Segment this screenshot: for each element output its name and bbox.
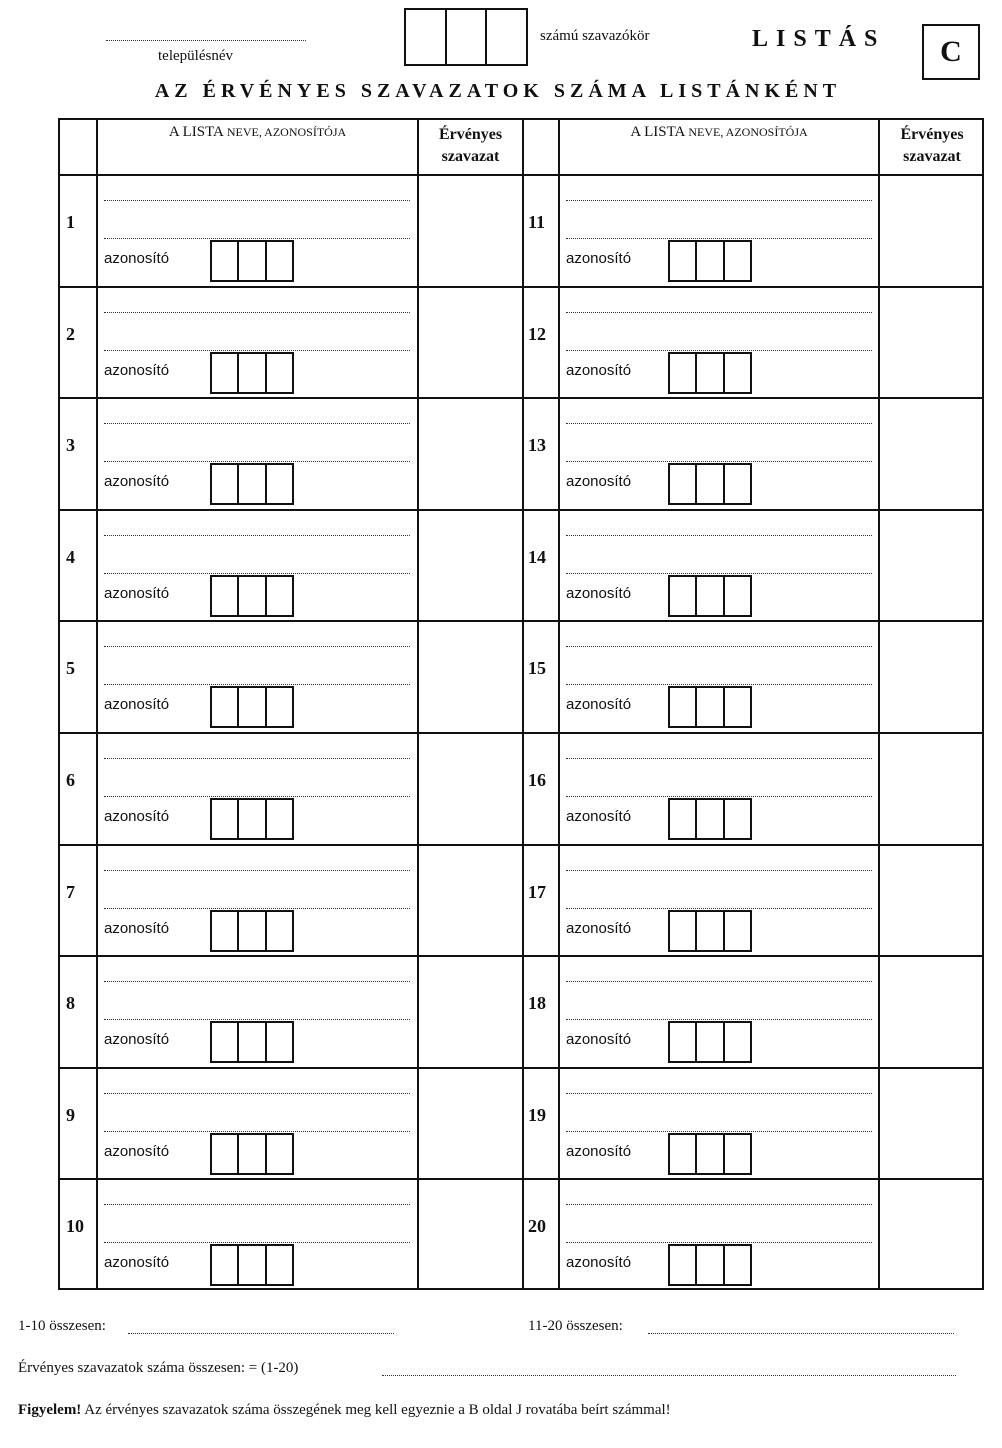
list-name-line-1[interactable] [104,200,410,201]
id-label: azonosító [104,1142,170,1160]
id-label: azonosító [104,696,170,714]
list-id-boxes[interactable] [210,798,294,840]
id-digit-box[interactable] [267,800,292,838]
list-name-line-2[interactable] [566,350,872,351]
id-digit-box[interactable] [670,1135,697,1173]
row-number-right: 12 [528,323,546,344]
list-name-line-1[interactable] [566,200,872,201]
row-divider [60,732,982,734]
header-divider [60,174,982,176]
id-label: azonosító [104,808,170,825]
id-digit-box[interactable] [239,688,266,726]
id-label: azonosító [566,808,632,825]
row-number-right: 11 [528,212,546,232]
list-id-boxes[interactable] [668,240,752,282]
list-name-line-2[interactable] [104,573,410,574]
id-label: azonosító [566,473,632,491]
precinct-digit-box[interactable] [447,10,488,64]
list-name-line-2[interactable] [104,238,410,239]
list-id-boxes[interactable] [210,352,294,394]
warning-note [18,1402,671,1419]
id-label: azonosító [104,361,170,379]
id-digit-box[interactable] [697,1023,724,1061]
id-digit-box[interactable] [239,1246,266,1284]
list-name-line-1[interactable] [104,870,410,871]
id-digit-box[interactable] [239,465,266,503]
header-list-name-left: A LISTA NEVE, AZONOSÍTÓJA [168,124,347,140]
id-digit-box[interactable] [697,465,724,503]
id-digit-box[interactable] [239,800,266,838]
list-name-line-1[interactable] [566,535,872,536]
list-name-line-2[interactable] [104,1131,410,1132]
list-id-boxes[interactable] [668,910,752,952]
id-label: azonosító [104,473,170,491]
list-name-line-2[interactable] [104,684,410,685]
list-id-boxes[interactable] [210,1021,294,1063]
list-name-line-1[interactable] [104,1204,410,1205]
row-divider [60,509,982,511]
id-digit-box[interactable] [725,688,750,726]
row-number-right: 15 [528,658,546,679]
list-name-line-2[interactable] [566,684,872,685]
list-name-line-2[interactable] [104,1019,410,1020]
list-id-boxes[interactable] [668,352,752,394]
id-digit-box[interactable] [670,800,697,838]
id-label: azonosító [566,1142,632,1160]
id-digit-box[interactable] [697,1135,724,1173]
list-name-line-1[interactable] [104,423,410,424]
list-id-boxes[interactable] [210,1244,294,1286]
sheet-type-title: LISTÁS [752,26,886,52]
precinct-number-boxes[interactable] [404,8,528,66]
list-name-line-2[interactable] [104,461,410,462]
list-name-line-1[interactable] [566,423,872,424]
id-digit-box[interactable] [725,465,750,503]
town-name-label: településnév [158,48,233,64]
id-digit-box[interactable] [725,912,750,950]
id-digit-box[interactable] [267,1023,292,1061]
list-id-boxes[interactable] [210,686,294,728]
col-divider [878,120,880,1288]
col-divider [558,120,560,1288]
col-divider [96,120,98,1288]
id-label: azonosító [566,696,632,714]
list-id-boxes[interactable] [210,463,294,505]
row-number-right: 13 [528,435,546,456]
id-digit-box[interactable] [212,1023,239,1061]
list-id-boxes[interactable] [210,240,294,282]
row-number-right: 20 [528,1216,546,1237]
id-digit-box[interactable] [670,1246,697,1284]
id-digit-box[interactable] [239,354,266,392]
id-digit-box[interactable] [725,577,750,615]
id-digit-box[interactable] [239,1135,266,1173]
id-digit-box[interactable] [670,242,697,280]
list-name-line-2[interactable] [104,1242,410,1243]
row-divider [60,844,982,846]
page-title: AZ ÉRVÉNYES SZAVAZATOK SZÁMA LISTÁNKÉNT [154,80,842,102]
warning-bold: Figyelem! [18,1402,82,1418]
id-digit-box[interactable] [267,912,292,950]
list-name-line-1[interactable] [104,1093,410,1094]
id-digit-box[interactable] [670,354,697,392]
id-digit-box[interactable] [697,1246,724,1284]
row-number-right: 18 [528,993,546,1014]
id-digit-box[interactable] [212,577,239,615]
row-divider [60,620,982,622]
id-digit-box[interactable] [239,242,266,280]
header-list-name-right: A LISTA NEVE, AZONOSÍTÓJA [630,124,808,140]
precinct-digit-box[interactable] [487,10,526,64]
list-id-boxes[interactable] [210,910,294,952]
row-number-left: 1 [66,212,75,232]
id-label: azonosító [566,584,632,602]
id-digit-box[interactable] [670,577,697,615]
id-label: azonosító [566,361,632,379]
id-digit-box[interactable] [670,912,697,950]
list-id-boxes[interactable] [668,1133,752,1175]
row-divider [60,286,982,288]
id-label: azonosító [566,250,632,267]
id-label: azonosító [104,1254,170,1272]
row-number-left: 6 [66,770,75,790]
row-number-left: 7 [66,881,75,902]
list-name-line-1[interactable] [104,758,410,759]
side-letter-box: C [922,24,980,80]
id-digit-box[interactable] [212,688,239,726]
list-name-line-2[interactable] [566,908,872,909]
id-label: azonosító [104,250,170,267]
id-digit-box[interactable] [267,465,292,503]
id-digit-box[interactable] [267,688,292,726]
id-label: azonosító [566,919,632,937]
list-name-line-1[interactable] [104,312,410,313]
precinct-digit-box[interactable] [406,10,447,64]
list-id-boxes[interactable] [210,1133,294,1175]
row-number-left: 4 [66,546,75,567]
row-number-right: 17 [528,881,546,902]
list-id-boxes[interactable] [668,1021,752,1063]
row-number-left: 3 [66,435,75,456]
id-digit-box[interactable] [267,577,292,615]
row-divider [60,397,982,399]
row-number-right: 14 [528,546,546,567]
id-digit-box[interactable] [670,688,697,726]
id-label: azonosító [566,1031,632,1049]
id-digit-box[interactable] [239,577,266,615]
list-name-line-2[interactable] [104,908,410,909]
id-digit-box[interactable] [725,1135,750,1173]
sum-right-label: 11-20 összesen: [528,1318,623,1334]
id-digit-box[interactable] [212,465,239,503]
list-name-line-2[interactable] [566,1242,872,1243]
row-number-left: 9 [66,1104,75,1125]
id-digit-box[interactable] [697,354,724,392]
list-id-boxes[interactable] [668,686,752,728]
list-name-line-1[interactable] [566,646,872,647]
list-name-line-1[interactable] [566,758,872,759]
id-digit-box[interactable] [725,1023,750,1061]
id-digit-box[interactable] [239,1023,266,1061]
row-number-left: 8 [66,993,75,1014]
col-divider [522,120,524,1288]
list-name-line-2[interactable] [566,573,872,574]
sum-right-field[interactable] [648,1333,954,1334]
list-name-line-1[interactable] [566,1204,872,1205]
id-digit-box[interactable] [725,242,750,280]
row-divider [60,1178,982,1180]
list-name-line-1[interactable] [566,981,872,982]
row-divider [60,955,982,957]
row-number-right: 16 [528,770,546,790]
warning-text: Az érvényes szavazatok száma összegének meg kell egyeznie a B oldal J rovatába beírt számmal! [81,1402,671,1418]
id-digit-box[interactable] [670,465,697,503]
list-name-line-1[interactable] [104,646,410,647]
id-label: azonosító [104,1031,170,1049]
id-digit-box[interactable] [212,912,239,950]
id-digit-box[interactable] [212,1246,239,1284]
list-name-line-1[interactable] [104,535,410,536]
list-id-boxes[interactable] [668,575,752,617]
sum-left-field[interactable] [128,1333,394,1334]
list-name-line-2[interactable] [104,350,410,351]
id-digit-box[interactable] [267,1246,292,1284]
row-number-right: 19 [528,1104,546,1125]
id-digit-box[interactable] [267,1135,292,1173]
list-name-line-1[interactable] [104,981,410,982]
id-digit-box[interactable] [725,1246,750,1284]
list-name-line-2[interactable] [566,1131,872,1132]
total-field[interactable] [382,1375,956,1376]
id-label: azonosító [104,919,170,937]
id-digit-box[interactable] [212,1135,239,1173]
id-digit-box[interactable] [697,800,724,838]
list-name-line-2[interactable] [104,796,410,797]
id-digit-box[interactable] [697,242,724,280]
id-digit-box[interactable] [239,912,266,950]
list-id-boxes[interactable] [668,798,752,840]
id-digit-box[interactable] [697,912,724,950]
id-label: azonosító [566,1254,632,1272]
id-label: azonosító [104,584,170,602]
header-valid-votes-right: Érvényes szavazat [900,126,964,165]
header-valid-votes-left: Érvényes szavazat [438,126,503,165]
list-id-boxes[interactable] [668,463,752,505]
list-id-boxes[interactable] [210,575,294,617]
list-name-line-2[interactable] [566,461,872,462]
row-number-left: 10 [66,1216,84,1237]
id-digit-box[interactable] [212,242,239,280]
total-label: Érvényes szavazatok száma összesen: = (1-20) [18,1360,299,1376]
row-divider [60,1067,982,1069]
id-digit-box[interactable] [670,1023,697,1061]
list-name-line-1[interactable] [566,312,872,313]
town-name-field[interactable] [106,40,306,41]
list-name-line-2[interactable] [566,796,872,797]
precinct-label: számú szavazókör [540,28,650,44]
list-name-line-2[interactable] [566,238,872,239]
id-digit-box[interactable] [725,800,750,838]
sum-left-label: 1-10 összesen: [18,1318,106,1334]
id-digit-box[interactable] [697,688,724,726]
id-digit-box[interactable] [697,577,724,615]
id-digit-box[interactable] [267,242,292,280]
list-name-line-2[interactable] [566,1019,872,1020]
list-id-boxes[interactable] [668,1244,752,1286]
list-name-line-1[interactable] [566,870,872,871]
row-number-left: 2 [66,323,75,344]
row-number-left: 5 [66,658,75,679]
id-digit-box[interactable] [212,800,239,838]
valid-votes-table [58,118,984,1290]
col-divider [417,120,419,1288]
id-digit-box[interactable] [725,354,750,392]
id-digit-box[interactable] [267,354,292,392]
id-digit-box[interactable] [212,354,239,392]
list-name-line-1[interactable] [566,1093,872,1094]
